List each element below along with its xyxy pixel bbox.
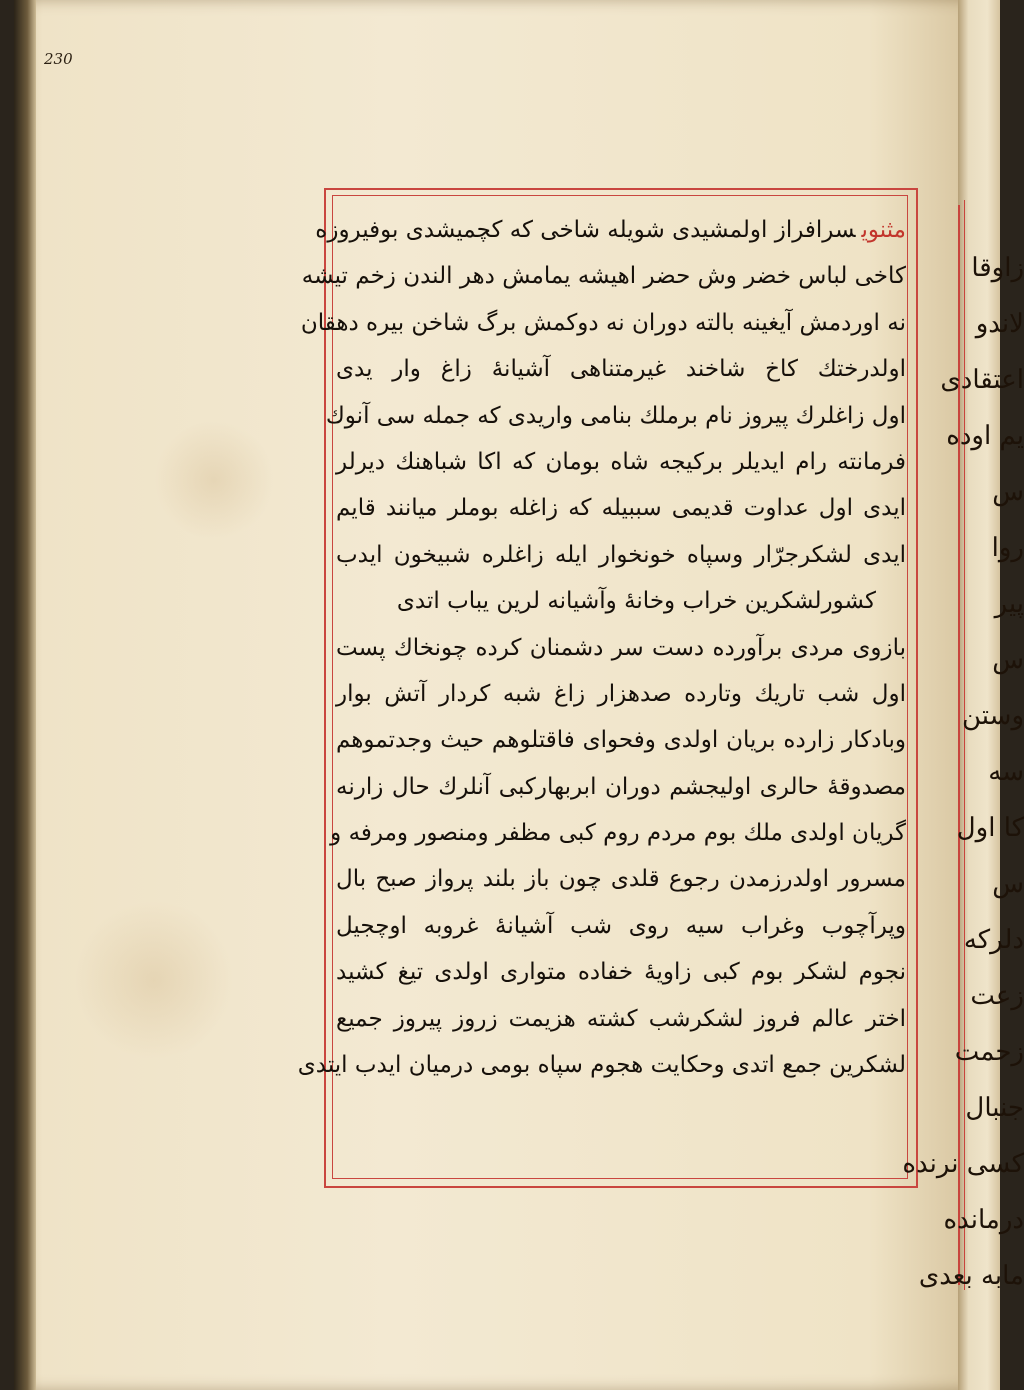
paper-stain bbox=[154, 420, 274, 540]
facing-line: کسی نرنده bbox=[902, 1149, 1024, 1179]
facing-line: زاوقا bbox=[971, 253, 1024, 283]
facing-line: لاندو bbox=[975, 309, 1024, 339]
text-line-16: وپرآچوب وغراب سیه روی شب آشیانهٔ غروبه اوچجیل bbox=[336, 912, 906, 939]
facing-line: روا bbox=[991, 533, 1024, 563]
text-line-7: ایدی اول عداوت قدیمی سببیله که زاغله بوملر میانند قایم bbox=[336, 495, 906, 522]
facing-line: درمانده bbox=[943, 1205, 1024, 1235]
facing-line: سه bbox=[988, 757, 1024, 787]
text-line-3: نه اوردمش آیغینه بالته دوران نه دوکمش برگ شاخن بیره دهقان bbox=[300, 309, 906, 336]
text-line-10: بازوی مردی برآورده دست سر دشمنان کرده چونخاك پست bbox=[336, 634, 906, 661]
facing-line: مابه بعدی bbox=[918, 1261, 1024, 1291]
facing-line: زعت bbox=[970, 981, 1024, 1011]
facing-line: س bbox=[992, 477, 1024, 507]
text-line-13: مصدوقهٔ حالری اولیجشم دوران ابربهارکبی آنلرك حال زارنه bbox=[336, 773, 906, 800]
text-line-9: کشورلشکرین خراب وخانهٔ وآشیانه لرین یباب اتدی bbox=[396, 588, 876, 615]
facing-line: یم اوده bbox=[946, 421, 1024, 451]
facing-line: پیر bbox=[994, 589, 1024, 619]
binding-edge bbox=[14, 0, 36, 1390]
text-line-4: اولدرختك کاخ شاخند غیرمتناهی آشیانهٔ زاغ وار یدی bbox=[336, 356, 906, 383]
text-line-6: فرمانته رام ایدیلر برکیجه شاه بومان که اکا شباهنك دیرلر bbox=[336, 448, 906, 475]
text-line-11: اول شب تاریك وتارده صدهزار زاغ شبه کردار آتش بوار bbox=[336, 680, 906, 707]
text-line-14: گریان اولدی ملك بوم مردم روم کبی مظفر ومنصور ومرفه و bbox=[330, 820, 906, 847]
text-line-15: مسرور اولدرزمدن رجوع قلدی چون باز بلند پرواز صبح بال bbox=[336, 866, 906, 893]
facing-line: زحمت bbox=[954, 1037, 1024, 1067]
text-line-8: ایدی لشکرجرّار وسپاه خونخوار ایله زاغلره شبیخون ایدب bbox=[336, 541, 906, 568]
facing-page-text bbox=[902, 240, 1024, 1304]
facing-line: اعتقادی bbox=[940, 365, 1024, 395]
text-line-2: کاخی لباس خضر وش حضر اهیشه یمامش دهر الندن زخم تیشه bbox=[301, 263, 906, 290]
text-line-5: اول زاغلرك پیروز نام برملك بنامی واریدی که جمله سی آنوك bbox=[325, 402, 906, 429]
rubric-heading: مثنوی bbox=[861, 217, 906, 243]
facing-line: کا اول bbox=[956, 813, 1024, 843]
line-text: سرافراز اولمشیدی شویله شاخی که کچمیشدی بوفیروزه bbox=[315, 217, 856, 243]
folio-number: 230 bbox=[44, 50, 73, 68]
facing-line: دلرکه bbox=[963, 925, 1024, 955]
text-line-1 bbox=[315, 207, 906, 253]
facing-page-edge bbox=[902, 0, 1024, 1390]
facing-line: وستن bbox=[962, 701, 1024, 731]
facing-line: س bbox=[992, 645, 1024, 675]
text-line-19: لشکرین جمع اتدی وحکایت هجوم سپاه بومی درمیان ایدب ایتدی bbox=[297, 1052, 906, 1079]
text-line-17: نجوم لشکر بوم کبی زاویهٔ خفاده متواری اولدی تیغ کشید bbox=[336, 959, 906, 986]
facing-line: جنبال bbox=[965, 1093, 1024, 1123]
facing-line: س bbox=[992, 869, 1024, 899]
text-block bbox=[297, 207, 906, 1088]
text-line-12: وبادکار زارده بریان اولدی وفحوای فاقتلوهم حیث وجدتموهم bbox=[336, 727, 906, 754]
paper-stain bbox=[74, 900, 234, 1060]
text-line-18: اختر عالم فروز لشکرشب کشته هزیمت زروز پیروز جمیع bbox=[336, 1005, 906, 1032]
